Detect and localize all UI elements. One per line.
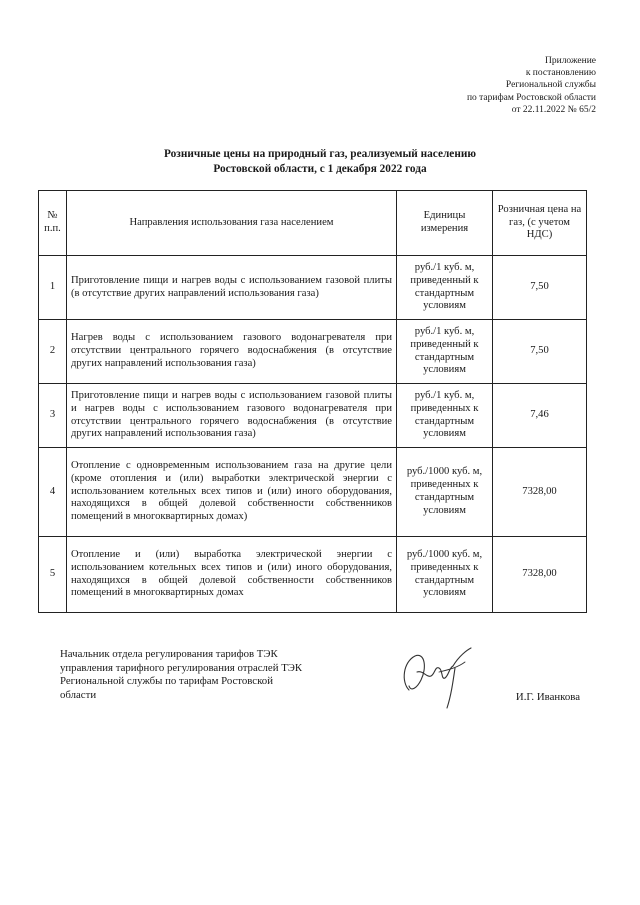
row-unit: руб./1 куб. м, приведенный к стандартным условиям [397,256,493,320]
appendix-line: от 22.11.2022 № 65/2 [511,104,596,115]
signer-name: И.Г. Иванкова [515,691,580,703]
table-row [39,384,587,448]
row-direction: Отопление и (или) выработка электрической энергии с использованием котельных всех типов и (или) иного оборудования, находящихся в общей долевой собственности собственников помещений в многоквартирных домах [67,537,397,613]
header-unit: Единицы измерения [397,191,493,256]
appendix-line: Региональной службы [505,80,596,91]
table-header-row [39,191,587,256]
header-price: Розничная цена на газ, (с учетом НДС) [493,191,587,256]
row-direction: Отопление с одновременным использованием газа на другие цели (кроме отопления и (или) выработки электрической энергии с использованием котельных всех типов и (или) иного оборудования, находящихся в общей долевой собственности собственников помещений в многоквартирных домах) [67,448,397,537]
price-table [38,190,587,613]
row-num: 4 [39,448,67,537]
appendix-note [336,55,596,116]
handwritten-signature [395,642,475,712]
table-row [39,537,587,613]
position-line: Региональной службы по тарифам Ростовской [60,675,273,688]
signatory-position [60,648,380,703]
row-price: 7328,00 [493,537,587,613]
position-line: области [60,689,97,702]
row-price: 7328,00 [493,448,587,537]
header-direction: Направления использования газа населением [67,191,397,256]
row-num: 3 [39,384,67,448]
row-price: 7,46 [493,384,587,448]
title-line-2: Ростовской области, с 1 декабря 2022 года [213,162,427,175]
document-title [90,147,550,176]
appendix-line: по тарифам Ростовской области [466,92,596,103]
row-direction: Нагрев воды с использованием газового водонагревателя при отсутствии центрального горячего водоснабжения (в отсутствие других направлений использования газа) [67,320,397,384]
appendix-line: Приложение [545,56,596,66]
title-line-1: Розничные цены на природный газ, реализуемый населению [164,148,476,160]
row-direction: Приготовление пищи и нагрев воды с использованием газовой плиты (в отсутствие других направлений использования газа) [67,256,397,320]
row-num: 2 [39,320,67,384]
row-num: 1 [39,256,67,320]
appendix-line: к постановлению [525,68,596,79]
row-direction: Приготовление пищи и нагрев воды с использованием газовой плиты и нагрев воды с использованием газового водонагревателя при отсутствии центрального горячего водоснабжения (в отсутствие других направлений использования газа) [67,384,397,448]
row-unit: руб./1 куб. м, приведенный к стандартным условиям [397,320,493,384]
row-unit: руб./1 куб. м, приведенных к стандартным условиям [397,384,493,448]
table-row [39,320,587,384]
row-unit: руб./1000 куб. м, приведенных к стандартным условиям [397,448,493,537]
row-num: 5 [39,537,67,613]
position-line: Начальник отдела регулирования тарифов ТЭК [60,648,278,660]
row-unit: руб./1000 куб. м, приведенных к стандартным условиям [397,537,493,613]
row-price: 7,50 [493,320,587,384]
position-line: управления тарифного регулирования отраслей ТЭК [60,661,303,674]
table-row [39,448,587,537]
table-row [39,256,587,320]
row-price: 7,50 [493,256,587,320]
header-num: № п.п. [39,191,67,256]
